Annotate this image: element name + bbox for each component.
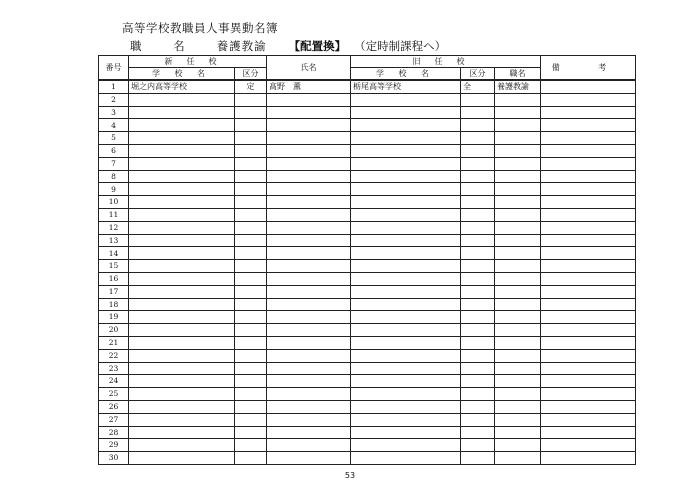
old-title-cell — [495, 336, 541, 349]
old-school-name-cell — [351, 336, 461, 349]
remarks-cell — [541, 400, 636, 413]
old-division-cell — [461, 413, 495, 426]
remarks-cell — [541, 80, 636, 93]
row-number: 25 — [99, 388, 129, 401]
new-division-cell — [235, 106, 267, 119]
remarks-cell — [541, 132, 636, 145]
old-school-name-cell — [351, 234, 461, 247]
row-number: 30 — [99, 452, 129, 465]
old-school-name-cell: 栃尾高等学校 — [351, 80, 461, 93]
name-cell — [267, 439, 351, 452]
row-number: 3 — [99, 106, 129, 119]
table-row — [99, 93, 636, 106]
new-school-name-cell — [129, 208, 235, 221]
old-title-cell — [495, 221, 541, 234]
header-name: 氏名 — [267, 56, 351, 81]
name-cell — [267, 349, 351, 362]
name-cell — [267, 234, 351, 247]
new-division-cell — [235, 439, 267, 452]
old-division-cell — [461, 362, 495, 375]
header-old-division: 区分 — [461, 68, 495, 81]
old-division-cell — [461, 144, 495, 157]
old-division-cell — [461, 93, 495, 106]
old-division-cell — [461, 170, 495, 183]
old-title-cell — [495, 439, 541, 452]
document-subtitle — [130, 38, 446, 54]
header-old-title: 職名 — [495, 68, 541, 81]
new-school-name-cell: 堀之内高等学校 — [129, 80, 235, 93]
remarks-cell — [541, 221, 636, 234]
name-cell — [267, 132, 351, 145]
new-school-name-cell — [129, 426, 235, 439]
new-division-cell — [235, 234, 267, 247]
name-cell — [267, 336, 351, 349]
old-division-cell — [461, 349, 495, 362]
old-division-cell — [461, 106, 495, 119]
table-row — [99, 157, 636, 170]
new-division-cell — [235, 426, 267, 439]
table-row — [99, 388, 636, 401]
row-number: 16 — [99, 272, 129, 285]
table-row — [99, 196, 636, 209]
remarks-cell — [541, 311, 636, 324]
old-school-name-cell — [351, 285, 461, 298]
new-division-cell — [235, 183, 267, 196]
name-cell — [267, 119, 351, 132]
old-title-cell — [495, 285, 541, 298]
old-school-name-cell — [351, 260, 461, 273]
new-division-cell — [235, 452, 267, 465]
old-school-name-cell — [351, 170, 461, 183]
remarks-cell — [541, 93, 636, 106]
new-division-cell — [235, 157, 267, 170]
remarks-cell — [541, 183, 636, 196]
remarks-cell — [541, 439, 636, 452]
name-cell — [267, 452, 351, 465]
name-cell — [267, 247, 351, 260]
old-title-cell — [495, 324, 541, 337]
old-school-name-cell — [351, 362, 461, 375]
new-division-cell — [235, 221, 267, 234]
new-school-name-cell — [129, 196, 235, 209]
old-title-cell — [495, 260, 541, 273]
remarks-cell — [541, 247, 636, 260]
old-school-name-cell — [351, 400, 461, 413]
new-division-cell — [235, 170, 267, 183]
new-division-cell — [235, 375, 267, 388]
row-number: 1 — [99, 80, 129, 93]
table-row — [99, 426, 636, 439]
header-new-school: 新任校 — [129, 56, 267, 68]
new-school-name-cell — [129, 234, 235, 247]
old-division-cell — [461, 183, 495, 196]
new-division-cell — [235, 119, 267, 132]
table-row — [99, 285, 636, 298]
remarks-cell — [541, 298, 636, 311]
name-cell — [267, 324, 351, 337]
old-division-cell — [461, 324, 495, 337]
name-cell: 髙野 薫 — [267, 80, 351, 93]
new-division-cell — [235, 196, 267, 209]
new-school-name-cell — [129, 285, 235, 298]
header-new-school-name: 学 校 名 — [129, 68, 235, 81]
remarks-cell — [541, 157, 636, 170]
old-school-name-cell — [351, 144, 461, 157]
old-division-cell — [461, 452, 495, 465]
old-title-cell: 養護教諭 — [495, 80, 541, 93]
old-school-name-cell — [351, 311, 461, 324]
old-title-cell — [495, 272, 541, 285]
remarks-cell — [541, 234, 636, 247]
table-row — [99, 375, 636, 388]
old-title-cell — [495, 106, 541, 119]
name-cell — [267, 183, 351, 196]
old-school-name-cell — [351, 106, 461, 119]
old-division-cell — [461, 221, 495, 234]
new-division-cell — [235, 336, 267, 349]
old-division-cell — [461, 208, 495, 221]
old-division-cell — [461, 119, 495, 132]
old-division-cell — [461, 298, 495, 311]
row-number: 15 — [99, 260, 129, 273]
old-title-cell — [495, 157, 541, 170]
row-number: 18 — [99, 298, 129, 311]
new-division-cell — [235, 349, 267, 362]
remarks-cell — [541, 452, 636, 465]
position-label: 職 名 — [130, 39, 199, 53]
remarks-cell — [541, 362, 636, 375]
row-number: 10 — [99, 196, 129, 209]
old-division-cell — [461, 285, 495, 298]
remarks-cell — [541, 336, 636, 349]
table-row — [99, 349, 636, 362]
table-row — [99, 119, 636, 132]
table-row — [99, 413, 636, 426]
new-division-cell — [235, 272, 267, 285]
new-school-name-cell — [129, 221, 235, 234]
old-title-cell — [495, 119, 541, 132]
old-division-cell — [461, 375, 495, 388]
new-school-name-cell — [129, 132, 235, 145]
new-division-cell — [235, 132, 267, 145]
old-title-cell — [495, 144, 541, 157]
new-school-name-cell — [129, 311, 235, 324]
new-school-name-cell — [129, 157, 235, 170]
old-title-cell — [495, 183, 541, 196]
table-row — [99, 132, 636, 145]
row-number: 4 — [99, 119, 129, 132]
new-division-cell — [235, 93, 267, 106]
new-division-cell — [235, 388, 267, 401]
new-school-name-cell — [129, 106, 235, 119]
old-division-cell — [461, 247, 495, 260]
row-number: 12 — [99, 221, 129, 234]
table-row — [99, 144, 636, 157]
table-row — [99, 439, 636, 452]
new-school-name-cell — [129, 298, 235, 311]
row-number: 24 — [99, 375, 129, 388]
row-number: 19 — [99, 311, 129, 324]
old-school-name-cell — [351, 413, 461, 426]
old-title-cell — [495, 208, 541, 221]
table-row — [99, 272, 636, 285]
remarks-cell — [541, 272, 636, 285]
old-title-cell — [495, 388, 541, 401]
old-school-name-cell — [351, 247, 461, 260]
new-school-name-cell — [129, 375, 235, 388]
name-cell — [267, 311, 351, 324]
header-remarks: 備 考 — [541, 56, 636, 81]
old-school-name-cell — [351, 426, 461, 439]
table-row — [99, 208, 636, 221]
table-row — [99, 183, 636, 196]
old-title-cell — [495, 247, 541, 260]
old-title-cell — [495, 413, 541, 426]
old-school-name-cell — [351, 452, 461, 465]
transfer-note: （定時制課程へ） — [354, 39, 447, 53]
remarks-cell — [541, 324, 636, 337]
table-row — [99, 311, 636, 324]
personnel-transfer-table — [98, 55, 636, 465]
name-cell — [267, 260, 351, 273]
new-division-cell — [235, 144, 267, 157]
row-number: 22 — [99, 349, 129, 362]
row-number: 13 — [99, 234, 129, 247]
name-cell — [267, 272, 351, 285]
name-cell — [267, 426, 351, 439]
old-school-name-cell — [351, 183, 461, 196]
new-division-cell — [235, 324, 267, 337]
header-old-school-name: 学 校 名 — [351, 68, 461, 81]
old-school-name-cell — [351, 272, 461, 285]
name-cell — [267, 208, 351, 221]
table-row — [99, 234, 636, 247]
old-division-cell — [461, 311, 495, 324]
old-school-name-cell — [351, 375, 461, 388]
new-school-name-cell — [129, 247, 235, 260]
old-title-cell — [495, 196, 541, 209]
old-division-cell — [461, 260, 495, 273]
new-school-name-cell — [129, 362, 235, 375]
transfer-type: 【配置換】 — [288, 39, 347, 53]
page-number: 53 — [344, 471, 356, 480]
name-cell — [267, 285, 351, 298]
new-school-name-cell — [129, 324, 235, 337]
new-division-cell — [235, 400, 267, 413]
new-school-name-cell — [129, 413, 235, 426]
row-number: 8 — [99, 170, 129, 183]
remarks-cell — [541, 413, 636, 426]
old-school-name-cell — [351, 349, 461, 362]
row-number: 17 — [99, 285, 129, 298]
row-number: 14 — [99, 247, 129, 260]
name-cell — [267, 400, 351, 413]
row-number: 11 — [99, 208, 129, 221]
old-division-cell — [461, 336, 495, 349]
new-division-cell — [235, 298, 267, 311]
table-row — [99, 106, 636, 119]
remarks-cell — [541, 426, 636, 439]
name-cell — [267, 196, 351, 209]
old-school-name-cell — [351, 196, 461, 209]
row-number: 9 — [99, 183, 129, 196]
old-title-cell — [495, 426, 541, 439]
header-old-school: 旧任校 — [351, 56, 541, 68]
remarks-cell — [541, 260, 636, 273]
old-division-cell — [461, 157, 495, 170]
name-cell — [267, 157, 351, 170]
old-school-name-cell — [351, 439, 461, 452]
remarks-cell — [541, 349, 636, 362]
old-division-cell — [461, 132, 495, 145]
new-school-name-cell — [129, 336, 235, 349]
new-school-name-cell — [129, 119, 235, 132]
old-division-cell: 全 — [461, 80, 495, 93]
name-cell — [267, 298, 351, 311]
name-cell — [267, 93, 351, 106]
table-row — [99, 221, 636, 234]
old-title-cell — [495, 349, 541, 362]
old-title-cell — [495, 375, 541, 388]
old-title-cell — [495, 452, 541, 465]
remarks-cell — [541, 196, 636, 209]
row-number: 5 — [99, 132, 129, 145]
remarks-cell — [541, 106, 636, 119]
new-division-cell — [235, 247, 267, 260]
old-title-cell — [495, 170, 541, 183]
new-division-cell — [235, 362, 267, 375]
name-cell — [267, 388, 351, 401]
old-title-cell — [495, 298, 541, 311]
remarks-cell — [541, 144, 636, 157]
old-school-name-cell — [351, 324, 461, 337]
old-school-name-cell — [351, 298, 461, 311]
row-number: 2 — [99, 93, 129, 106]
new-school-name-cell — [129, 272, 235, 285]
old-school-name-cell — [351, 221, 461, 234]
name-cell — [267, 106, 351, 119]
table-row — [99, 336, 636, 349]
table-row — [99, 362, 636, 375]
remarks-cell — [541, 170, 636, 183]
remarks-cell — [541, 119, 636, 132]
new-school-name-cell — [129, 144, 235, 157]
old-title-cell — [495, 234, 541, 247]
table-row — [99, 298, 636, 311]
new-division-cell — [235, 208, 267, 221]
table-row — [99, 324, 636, 337]
new-school-name-cell — [129, 400, 235, 413]
old-school-name-cell — [351, 132, 461, 145]
name-cell — [267, 144, 351, 157]
table-row — [99, 80, 636, 93]
new-school-name-cell — [129, 439, 235, 452]
new-division-cell: 定 — [235, 80, 267, 93]
row-number: 6 — [99, 144, 129, 157]
old-division-cell — [461, 272, 495, 285]
row-number: 23 — [99, 362, 129, 375]
new-division-cell — [235, 260, 267, 273]
new-school-name-cell — [129, 93, 235, 106]
old-division-cell — [461, 439, 495, 452]
old-school-name-cell — [351, 208, 461, 221]
header-new-division: 区分 — [235, 68, 267, 81]
old-school-name-cell — [351, 93, 461, 106]
name-cell — [267, 413, 351, 426]
table-row — [99, 400, 636, 413]
name-cell — [267, 170, 351, 183]
name-cell — [267, 362, 351, 375]
new-school-name-cell — [129, 260, 235, 273]
table-row — [99, 260, 636, 273]
name-cell — [267, 221, 351, 234]
remarks-cell — [541, 285, 636, 298]
remarks-cell — [541, 388, 636, 401]
old-title-cell — [495, 132, 541, 145]
old-division-cell — [461, 400, 495, 413]
row-number: 26 — [99, 400, 129, 413]
table-row — [99, 247, 636, 260]
row-number: 7 — [99, 157, 129, 170]
new-school-name-cell — [129, 183, 235, 196]
old-division-cell — [461, 234, 495, 247]
old-title-cell — [495, 93, 541, 106]
new-school-name-cell — [129, 388, 235, 401]
header-number: 番号 — [99, 56, 129, 81]
new-school-name-cell — [129, 170, 235, 183]
row-number: 27 — [99, 413, 129, 426]
remarks-cell — [541, 375, 636, 388]
table-row — [99, 170, 636, 183]
remarks-cell — [541, 208, 636, 221]
new-division-cell — [235, 413, 267, 426]
position-value: 養護教諭 — [216, 39, 267, 53]
row-number: 29 — [99, 439, 129, 452]
old-division-cell — [461, 196, 495, 209]
row-number: 28 — [99, 426, 129, 439]
table-row — [99, 452, 636, 465]
new-school-name-cell — [129, 349, 235, 362]
new-division-cell — [235, 285, 267, 298]
name-cell — [267, 375, 351, 388]
old-title-cell — [495, 400, 541, 413]
row-number: 21 — [99, 336, 129, 349]
document-title: 高等学校教職員人事異動名簿 — [122, 21, 278, 35]
old-school-name-cell — [351, 388, 461, 401]
old-title-cell — [495, 311, 541, 324]
old-school-name-cell — [351, 157, 461, 170]
old-division-cell — [461, 426, 495, 439]
new-school-name-cell — [129, 452, 235, 465]
row-number: 20 — [99, 324, 129, 337]
new-division-cell — [235, 311, 267, 324]
old-school-name-cell — [351, 119, 461, 132]
old-division-cell — [461, 388, 495, 401]
old-title-cell — [495, 362, 541, 375]
